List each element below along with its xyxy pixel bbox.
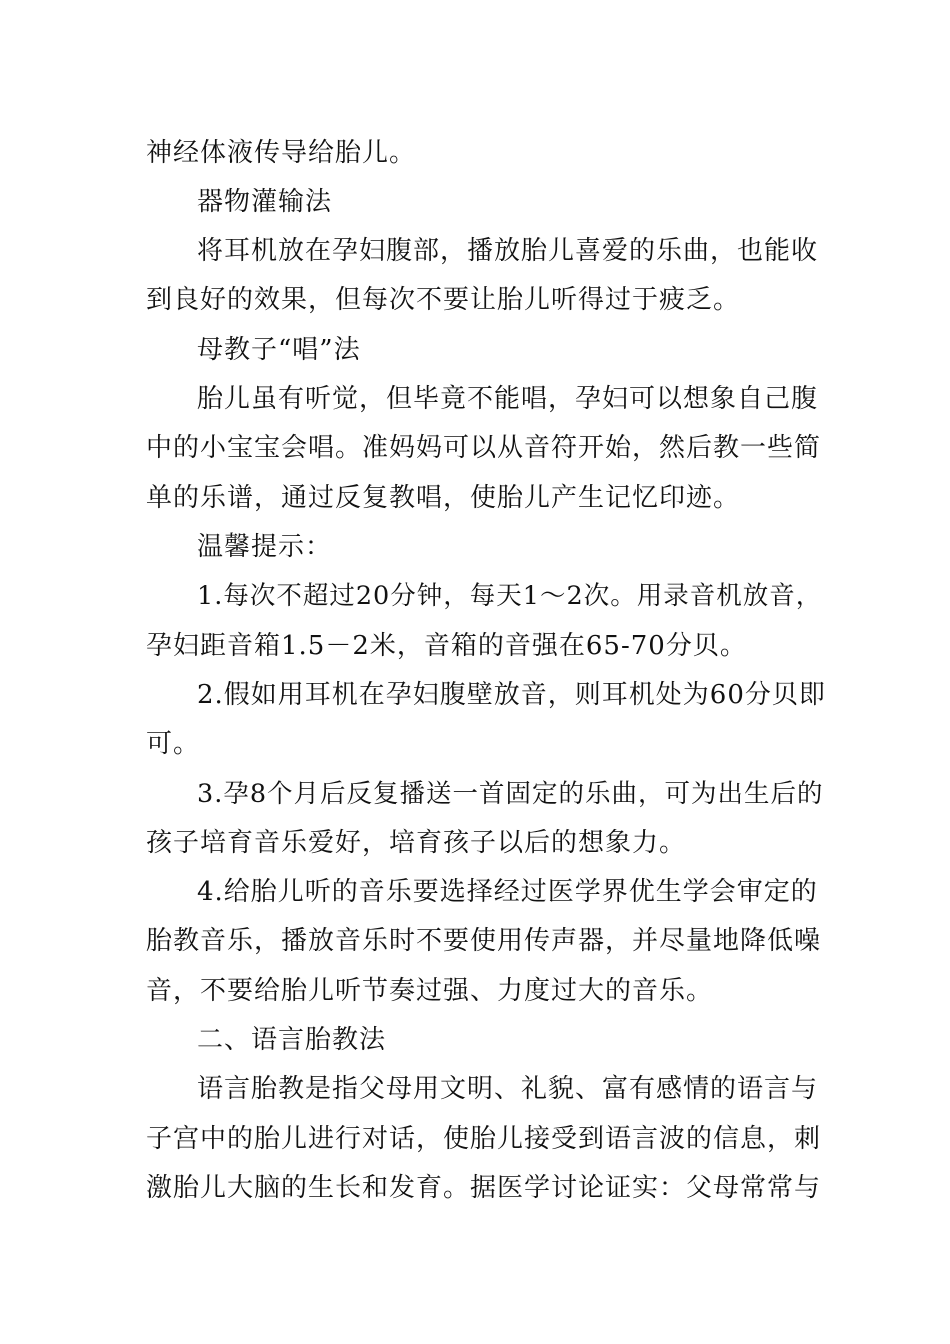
text-line: 孕妇距音箱1.5－2米，音箱的音强在65-70分贝。: [146, 631, 747, 661]
text-line: 神经体液传导给胎儿。: [146, 138, 417, 168]
text-line: 子宫中的胎儿进行对话，使胎儿接受到语言波的信息，刺: [146, 1124, 822, 1154]
list-item: 2.假如用耳机在孕妇腹壁放音，则耳机处为60分贝即: [197, 680, 826, 710]
list-item: 4.给胎儿听的音乐要选择经过医学界优生学会审定的: [197, 877, 818, 907]
section-heading: 二、语言胎教法: [197, 1025, 387, 1055]
text-line: 胎教音乐，播放音乐时不要使用传声器，并尽量地降低噪: [146, 926, 822, 956]
text-line: 胎儿虽有听觉，但毕竟不能唱，孕妇可以想象自己腹: [197, 384, 819, 414]
section-heading: 温馨提示：: [197, 532, 333, 562]
list-item: 1.每次不超过20分钟，每天1～2次。用录音机放音，: [197, 581, 823, 611]
list-item: 3.孕8个月后反复播送一首固定的乐曲，可为出生后的: [197, 779, 824, 809]
section-heading: 母教子“唱”法: [197, 335, 361, 365]
text-line: 将耳机放在孕妇腹部，播放胎儿喜爱的乐曲，也能收: [197, 236, 819, 266]
text-line: 中的小宝宝会唱。准妈妈可以从音符开始，然后教一些简: [146, 433, 822, 463]
text-line: 单的乐谱，通过反复教唱，使胎儿产生记忆印迹。: [146, 483, 741, 513]
text-line: 孩子培育音乐爱好，培育孩子以后的想象力。: [146, 828, 687, 858]
text-line: 激胎儿大脑的生长和发育。据医学讨论证实：父母常常与: [146, 1173, 822, 1203]
text-line: 可。: [146, 729, 201, 759]
text-line: 音，不要给胎儿听节奏过强、力度过大的音乐。: [146, 976, 714, 1006]
section-heading: 器物灌输法: [197, 187, 333, 217]
text-line: 语言胎教是指父母用文明、礼貌、富有感情的语言与: [197, 1074, 819, 1104]
text-line: 到良好的效果，但每次不要让胎儿听得过于疲乏。: [146, 285, 741, 315]
